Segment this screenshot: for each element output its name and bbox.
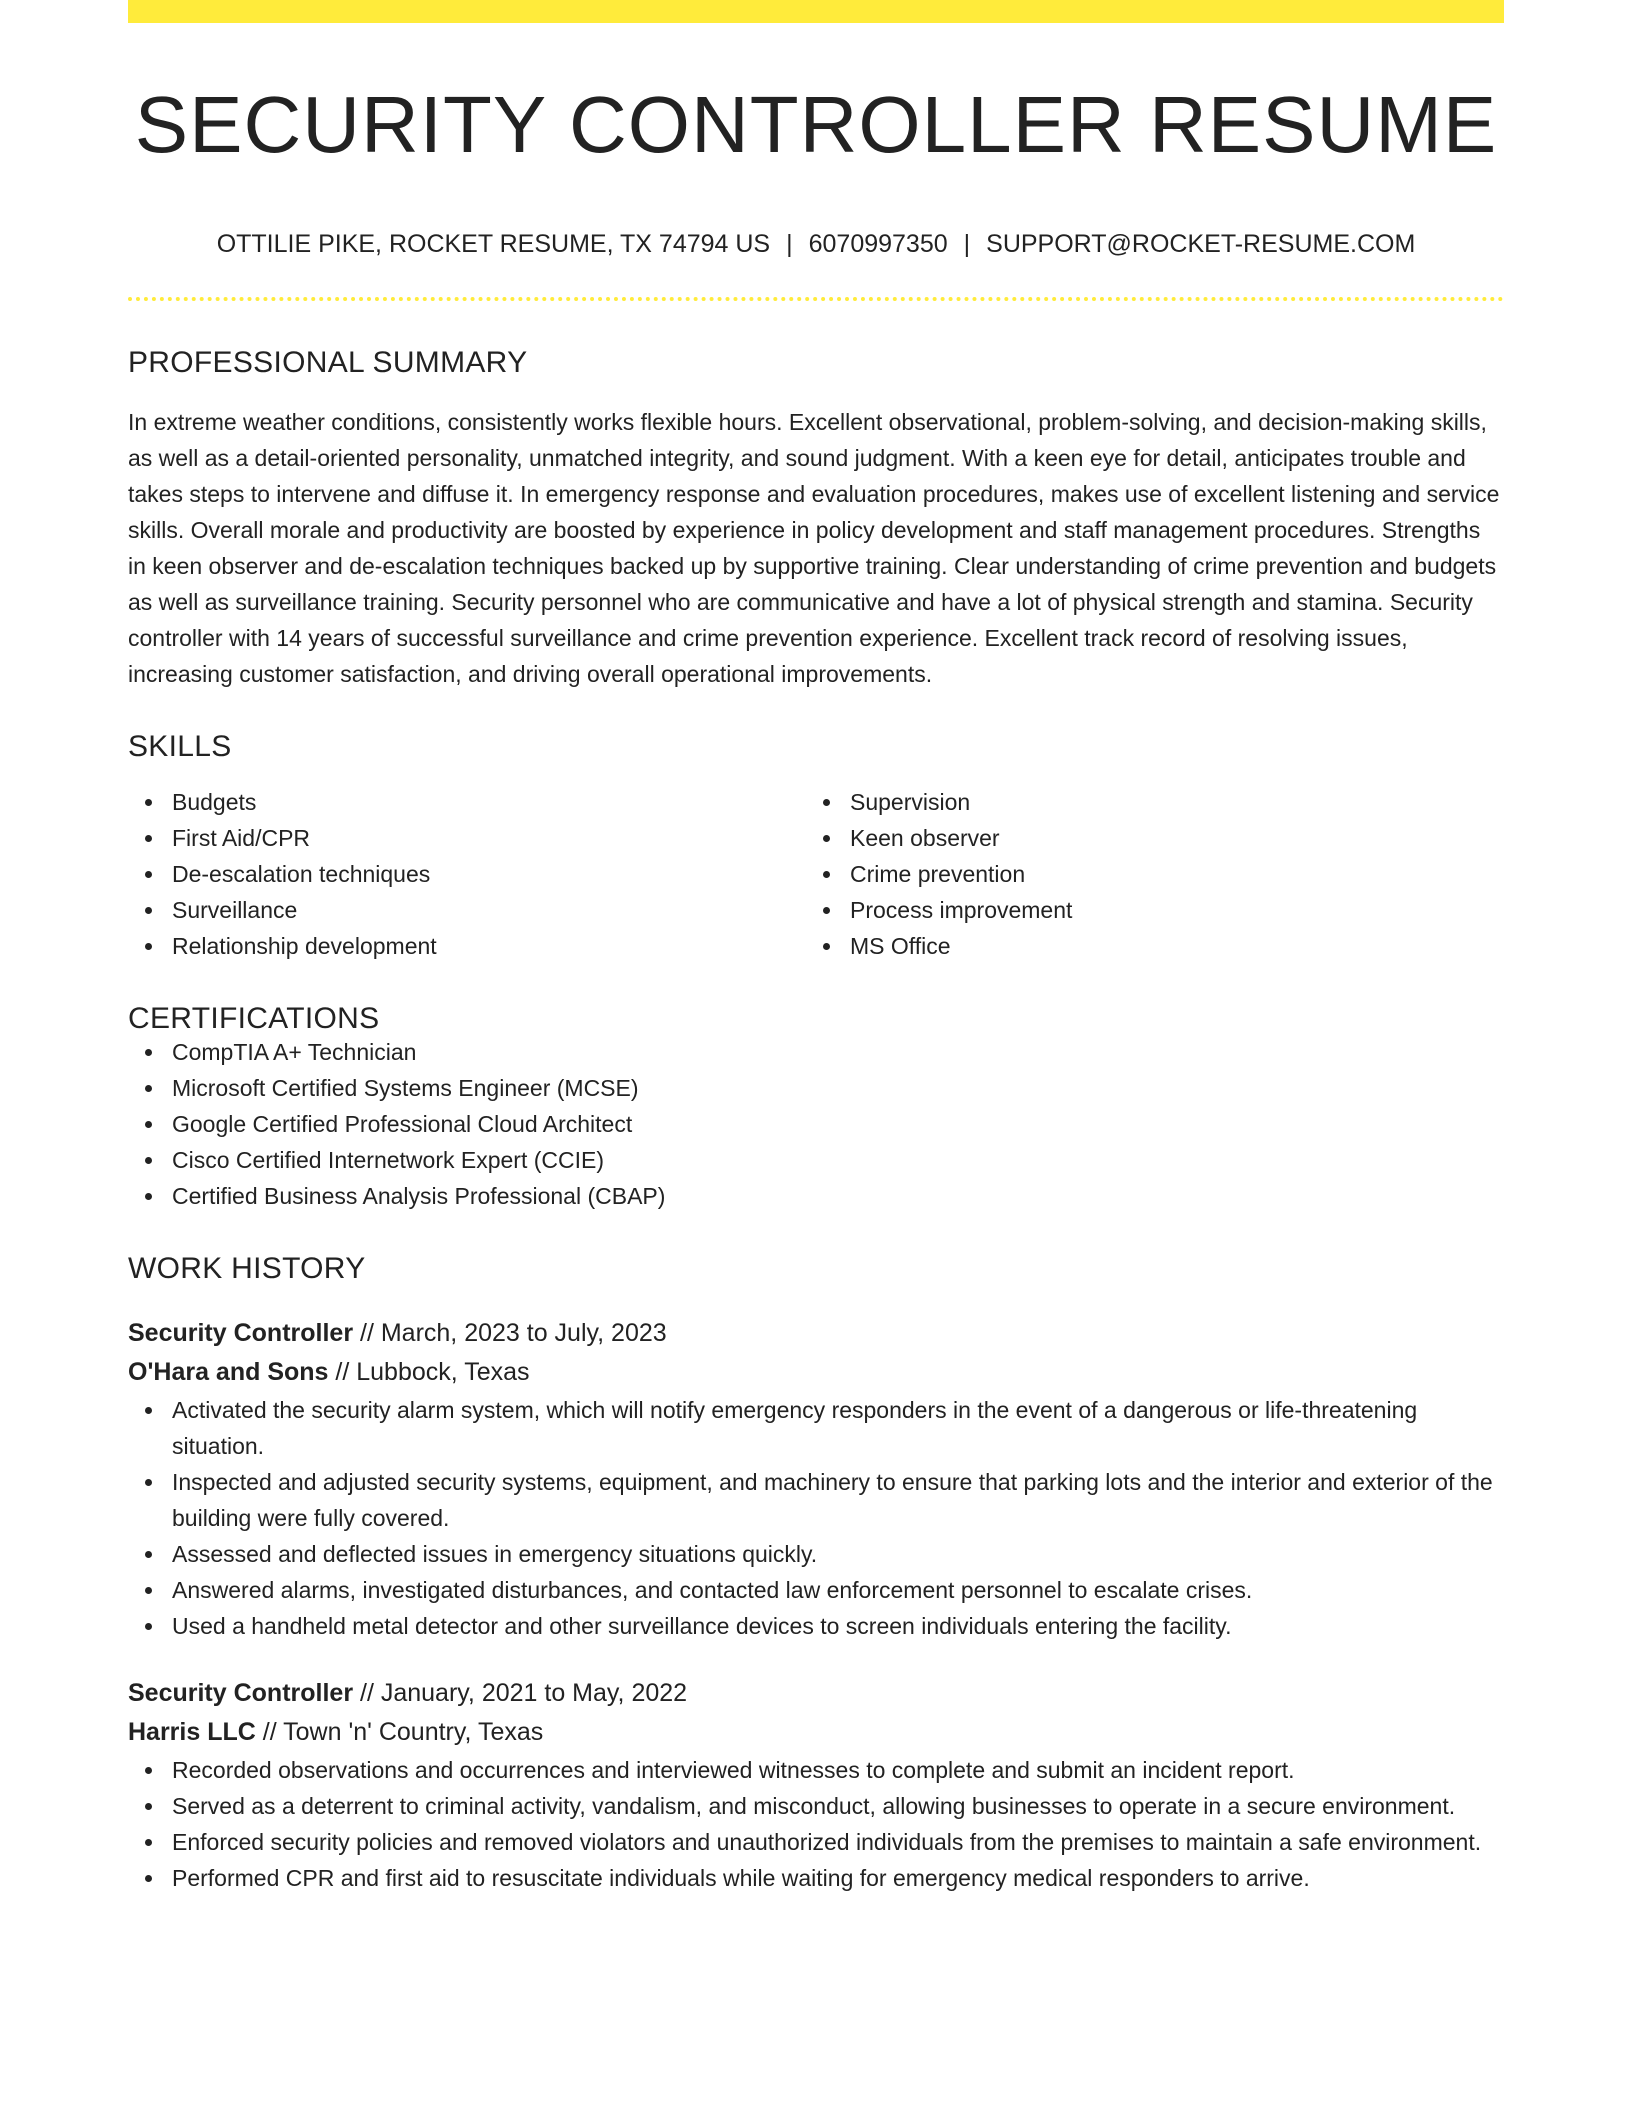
bullet-icon bbox=[145, 1479, 152, 1486]
contact-phone: 6070997350 bbox=[808, 230, 948, 258]
skill-label: MS Office bbox=[850, 933, 951, 959]
skill-label: Surveillance bbox=[172, 897, 298, 923]
job-duty-text: Assessed and deflected issues in emergency situations quickly. bbox=[172, 1541, 818, 1567]
bullet-icon bbox=[145, 907, 152, 914]
bullet-icon bbox=[823, 799, 830, 806]
bullet-icon bbox=[145, 1875, 152, 1882]
job-duty-item bbox=[172, 1464, 1504, 1536]
job-company: O'Hara and Sons bbox=[128, 1358, 329, 1386]
skill-label: Budgets bbox=[172, 789, 257, 815]
bullet-icon bbox=[145, 1803, 152, 1810]
summary-text: In extreme weather conditions, consistently works flexible hours. Excellent observational, problem-solving, and decision-making skills, as well as a detail-oriented personality, unmatched integrity, and sound judgment. With a keen eye for detail, anticipates trouble and takes steps to intervene and diffuse it. In emergency response and evaluation procedures, makes use of excellent listening and service skills. Overall morale and productivity are boosted by experience in policy development and staff management procedures. Strengths in keen observer and de-escalation techniques backed up by supportive training. Clear understanding of crime prevention and budgets as well as surveillance training. Security personnel who are communicative and have a lot of physical strength and stamina. Security controller with 14 years of successful surveillance and crime prevention experience. Excellent track record of resolving issues, increasing customer satisfaction, and driving overall operational improvements. bbox=[128, 409, 1500, 687]
bullet-icon bbox=[145, 1121, 152, 1128]
skills-grid bbox=[128, 784, 1504, 964]
certification-item bbox=[172, 1142, 1504, 1178]
bullet-icon bbox=[145, 943, 152, 950]
contact-address: OTTILIE PIKE, ROCKET RESUME, TX 74794 US bbox=[216, 230, 771, 258]
skill-label: Supervision bbox=[850, 789, 971, 815]
summary-heading: PROFESSIONAL SUMMARY bbox=[128, 346, 528, 379]
skill-label: De-escalation techniques bbox=[172, 861, 431, 887]
work-history-heading: WORK HISTORY bbox=[128, 1252, 366, 1285]
top-accent-bar bbox=[128, 0, 1504, 23]
bullet-icon bbox=[823, 871, 830, 878]
bullet-icon bbox=[145, 1587, 152, 1594]
job-title-line bbox=[128, 1674, 1504, 1713]
bullet-icon bbox=[145, 835, 152, 842]
job-duty-item bbox=[172, 1824, 1504, 1860]
contact-line bbox=[128, 232, 1504, 257]
bullet-icon bbox=[823, 835, 830, 842]
job-duties-list bbox=[128, 1392, 1504, 1644]
certification-item bbox=[172, 1034, 1504, 1070]
bullet-icon bbox=[145, 1407, 152, 1414]
bullet-icon bbox=[145, 1767, 152, 1774]
job-duty-text: Activated the security alarm system, which will notify emergency responders in the event of a dangerous or life-threatening situation. bbox=[172, 1397, 1418, 1459]
job-location: // Lubbock, Texas bbox=[328, 1358, 530, 1386]
resume-page bbox=[128, 0, 1504, 1896]
skills-list bbox=[806, 784, 1484, 964]
bullet-icon bbox=[823, 943, 830, 950]
job-entry bbox=[128, 1674, 1504, 1896]
certification-label: Microsoft Certified Systems Engineer (MCSE) bbox=[172, 1075, 639, 1101]
bullet-icon bbox=[145, 1193, 152, 1200]
job-company-line bbox=[128, 1713, 1504, 1752]
skill-item bbox=[850, 928, 1484, 964]
job-duty-text: Performed CPR and first aid to resuscitate individuals while waiting for emergency medical responders to arrive. bbox=[172, 1865, 1310, 1891]
job-title: Security Controller bbox=[128, 1679, 354, 1707]
skill-item bbox=[172, 856, 806, 892]
contact-separator: | bbox=[786, 230, 793, 258]
job-duty-text: Inspected and adjusted security systems, equipment, and machinery to ensure that parking lots and the interior and exterior of the building were fully covered. bbox=[172, 1469, 1493, 1531]
job-dates: // January, 2021 to May, 2022 bbox=[353, 1679, 688, 1707]
job-duty-item bbox=[172, 1752, 1504, 1788]
skills-list bbox=[128, 784, 806, 964]
job-company-line bbox=[128, 1353, 1504, 1392]
skill-label: Process improvement bbox=[850, 897, 1073, 923]
skill-label: Crime prevention bbox=[850, 861, 1026, 887]
job-duty-text: Served as a deterrent to criminal activity, vandalism, and misconduct, allowing businesses to operate in a secure environment. bbox=[172, 1793, 1456, 1819]
bullet-icon bbox=[145, 1085, 152, 1092]
bullet-icon bbox=[823, 907, 830, 914]
job-duty-text: Enforced security policies and removed violators and unauthorized individuals from the premises to maintain a safe environment. bbox=[172, 1829, 1482, 1855]
bullet-icon bbox=[145, 799, 152, 806]
certifications-heading: CERTIFICATIONS bbox=[128, 1002, 380, 1035]
bullet-icon bbox=[145, 1551, 152, 1558]
certification-item bbox=[172, 1106, 1504, 1142]
job-duty-text: Recorded observations and occurrences and interviewed witnesses to complete and submit an incident report. bbox=[172, 1757, 1295, 1783]
certification-label: Google Certified Professional Cloud Architect bbox=[172, 1111, 633, 1137]
skills-column-left bbox=[128, 784, 806, 964]
skill-item bbox=[172, 928, 806, 964]
job-duty-text: Used a handheld metal detector and other surveillance devices to screen individuals entering the facility. bbox=[172, 1613, 1232, 1639]
job-title-line bbox=[128, 1314, 1504, 1353]
bullet-icon bbox=[145, 871, 152, 878]
contact-email: SUPPORT@ROCKET-RESUME.COM bbox=[986, 230, 1416, 258]
job-location: // Town 'n' Country, Texas bbox=[255, 1718, 544, 1746]
dotted-divider bbox=[128, 297, 1504, 301]
job-duties-list bbox=[128, 1752, 1504, 1896]
job-duty-item bbox=[172, 1536, 1504, 1572]
skill-item bbox=[850, 820, 1484, 856]
job-title: Security Controller bbox=[128, 1319, 354, 1347]
certification-label: CompTIA A+ Technician bbox=[172, 1039, 417, 1065]
job-duty-item bbox=[172, 1608, 1504, 1644]
skill-item bbox=[172, 820, 806, 856]
skill-item bbox=[172, 892, 806, 928]
certification-item bbox=[172, 1178, 1504, 1214]
job-company: Harris LLC bbox=[128, 1718, 256, 1746]
job-duty-item bbox=[172, 1788, 1504, 1824]
skill-item bbox=[172, 784, 806, 820]
job-duty-item bbox=[172, 1572, 1504, 1608]
skill-item bbox=[850, 856, 1484, 892]
bullet-icon bbox=[145, 1157, 152, 1164]
skills-column-right bbox=[806, 784, 1484, 964]
skill-label: Keen observer bbox=[850, 825, 1000, 851]
bullet-icon bbox=[145, 1049, 152, 1056]
job-dates: // March, 2023 to July, 2023 bbox=[353, 1319, 667, 1347]
skills-heading: SKILLS bbox=[128, 730, 232, 763]
job-entry bbox=[128, 1314, 1504, 1644]
job-duty-item bbox=[172, 1392, 1504, 1464]
skill-label: Relationship development bbox=[172, 933, 437, 959]
certification-item bbox=[172, 1070, 1504, 1106]
resume-title: SECURITY CONTROLLER RESUME bbox=[134, 80, 1498, 169]
certifications-list bbox=[128, 1034, 1504, 1214]
job-duty-text: Answered alarms, investigated disturbances, and contacted law enforcement personnel to escalate crises. bbox=[172, 1577, 1253, 1603]
contact-separator: | bbox=[963, 230, 971, 258]
skill-item bbox=[850, 892, 1484, 928]
skill-item bbox=[850, 784, 1484, 820]
bullet-icon bbox=[145, 1623, 152, 1630]
job-duty-item bbox=[172, 1860, 1504, 1896]
bullet-icon bbox=[145, 1839, 152, 1846]
certification-label: Cisco Certified Internetwork Expert (CCIE) bbox=[172, 1147, 605, 1173]
certification-label: Certified Business Analysis Professional (CBAP) bbox=[172, 1183, 666, 1209]
skill-label: First Aid/CPR bbox=[172, 825, 311, 851]
